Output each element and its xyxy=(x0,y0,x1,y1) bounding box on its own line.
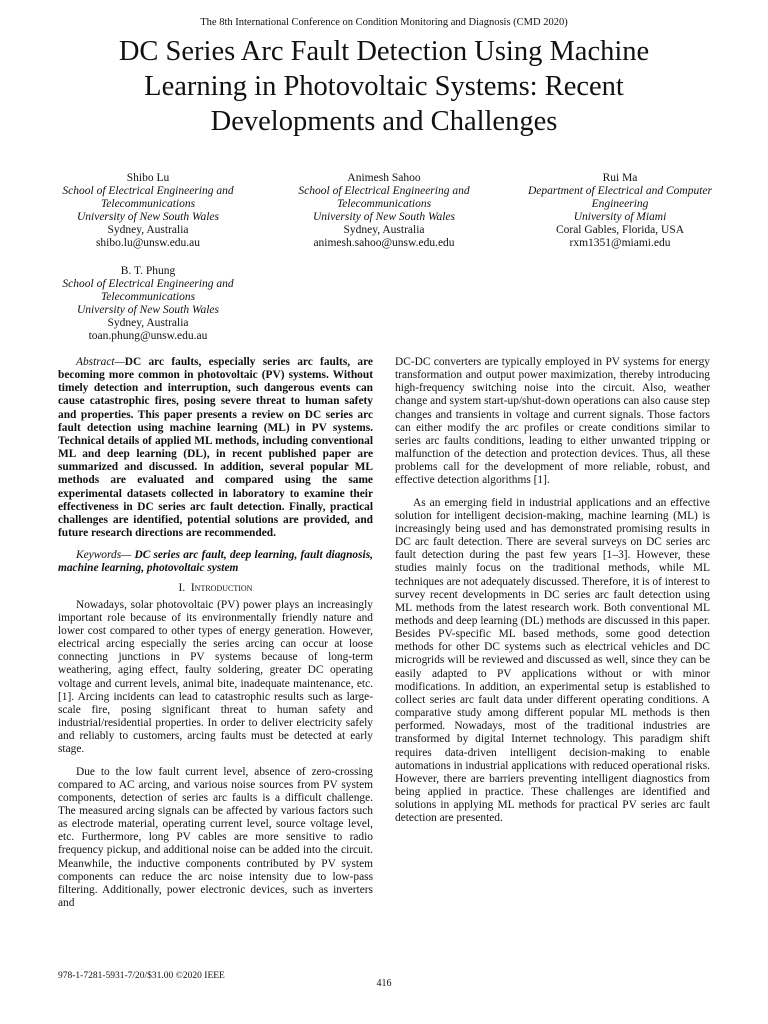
section-heading xyxy=(58,582,373,595)
author-location: Sydney, Australia xyxy=(107,224,189,236)
page-number: 416 xyxy=(376,978,392,989)
author-email: shibo.lu@unsw.edu.au xyxy=(95,237,201,249)
author-university: University of New South Wales xyxy=(76,211,220,223)
keywords-label: Keywords— xyxy=(76,549,132,562)
author-name: Animesh Sahoo xyxy=(347,172,421,184)
author-affiliation: School of Electrical Engineering and xyxy=(298,185,470,197)
author-affiliation: School of Electrical Engineering and xyxy=(62,278,234,290)
author-affiliation: School of Electrical Engineering and xyxy=(62,185,234,197)
author-location: Sydney, Australia xyxy=(343,224,425,236)
author-university: University of New South Wales xyxy=(76,304,220,316)
abstract xyxy=(58,356,373,540)
author-affiliation: Telecommunications xyxy=(100,291,196,303)
author-block xyxy=(48,265,248,343)
author-affiliation: Engineering xyxy=(591,198,649,210)
title-line: DC Series Arc Fault Detection Using Machine xyxy=(118,36,650,67)
paragraph: As an emerging field in industrial applications and an effective solution for intelligent decision-making, machine learning (ML) is increasingly being used and has demonstrated promising results in DC arc fault detection. There are several surveys on DC series arc fault detection during the past few years [1–3]. However, these studies mainly focus on the traditional methods, while ML techniques are not adequately discussed. Therefore, it is of interest to survey recent developments in DC series arc fault detection using ML methods from the latest research work. Both conventional ML methods and deep learning (DL) methods are discussed in this paper. Besides PV-specific ML based methods, some good detection methods for other DC systems such as electrical vehicles and DC microgrids will be reviewed and discussed as well, since they can be easily adapted to PV applications without or with minor modifications. In addition, an experimental setup is established to collect series arc fault data under different operating conditions. A comparative study among different popular ML methods is then performed. Nowadays, most of the traditional industries are transformed by digital Internet technology. This paradigm shift requires data-driven intelligent decision-making to enable automations in industrial applications with reduced operational risks. However, there are barriers preventing intelligent diagnostics from being applied in practice. These challenges are identified and solutions in applying ML methods for practical PV series arc fault detection are presented. xyxy=(395,496,710,825)
title-line: Learning in Photovoltaic Systems: Recent xyxy=(144,71,624,102)
abstract-text: DC arc faults, especially series arc faults, are becoming more common in photovoltaic (PV) systems. Without timely detection and interruption, such dangerous events can cause catastrophic fires, posing severe threat to human safety and properties. This paper presents a review on DC series arc fault detection using machine learning (ML) in PV systems. Technical details of applied ML methods, including conventional ML and deep learning (DL), in recent published paper are summarized and discussed. In addition, several popular ML methods are evaluated and compared using the same experimental datasets collected in laboratory to examine their effectiveness in DC series arc fault detection. Finally, practical challenges are identified, potential solutions are provided, and future research directions are recommended. xyxy=(58,356,373,540)
author-name: B. T. Phung xyxy=(120,265,176,277)
author-email: toan.phung@unsw.edu.au xyxy=(88,330,208,342)
conference-header: The 8th International Conference on Condition Monitoring and Diagnosis (CMD 2020) xyxy=(200,17,568,28)
copyright-footer: 978-1-7281-5931-7/20/$31.00 ©2020 IEEE xyxy=(58,971,225,981)
paragraph: DC-DC converters are typically employed in PV systems for energy transformation and output power maximization, thereby introducing high-frequency switching noise into the circuit. Also, weather change and system start-up/shut-down operations can also cause step changes and transients in voltage and current signals. Those factors can either modify the arc profiles or create conditions similar to series arc faults conditions, leading to either unwanted tripping or malfunction of the detection and protection devices. Thus, all these problems call for the development of more reliable, robust, and effective detection algorithms [1]. xyxy=(395,356,710,487)
author-affiliation: Telecommunications xyxy=(336,198,432,210)
author-name: Rui Ma xyxy=(602,172,638,184)
section-number: I. xyxy=(178,581,186,594)
abstract-label: Abstract xyxy=(76,356,115,368)
abstract-dash: — xyxy=(114,356,125,368)
author-block xyxy=(48,172,248,250)
author-affiliation: Telecommunications xyxy=(100,198,196,210)
paragraph: Nowadays, solar photovoltaic (PV) power plays an increasingly important role because of its environmentally friendly nature and lower cost compared to other types of energy generation. However, electrical arcing especially the series arcing can occur at loose connecting junctions in PV systems because of long-term weathering, aging effect, faulty soldering, greater DC operating voltage and current levels, animal bite, inadequate maintenance, etc. [1]. Arcing incidents can lead to catastrophic results such as large-scale fire, posing significant threat to human safety and industrial/residential properties. In order to deliver electricity safely and reliably to customers, arcing faults must be detected at early stage. xyxy=(58,598,373,756)
paper-title xyxy=(40,34,728,139)
author-block xyxy=(284,172,484,250)
author-name: Shibo Lu xyxy=(126,172,170,184)
author-block xyxy=(515,172,725,250)
author-university: University of Miami xyxy=(573,211,667,223)
left-column xyxy=(58,356,373,910)
keywords xyxy=(58,549,373,575)
right-column xyxy=(395,356,710,825)
author-location: Coral Gables, Florida, USA xyxy=(555,224,685,236)
section-title: Introduction xyxy=(190,581,253,594)
author-location: Sydney, Australia xyxy=(107,317,189,329)
author-email: animesh.sahoo@unsw.edu.edu xyxy=(313,237,455,249)
author-affiliation: Department of Electrical and Computer xyxy=(528,185,712,197)
keywords-text: DC series arc fault, deep learning, fault diagnosis, machine learning, photovoltaic system xyxy=(58,549,373,575)
title-line: Developments and Challenges xyxy=(210,106,558,137)
paragraph: Due to the low fault current level, absence of zero-crossing compared to AC arcing, and various noise sources from PV system components, detection of series arc faults is a difficult challenge. The measured arcing signals can be affected by various factors such as electrode material, operating current level, source voltage level, etc. Furthermore, long PV cables are more sensitive to radio frequency pickup, and additional noise can be added into the circuit. Meanwhile, the inductive components contributed by PV system components can reduce the arc noise intensity due to low-pass filtering. Additionally, power electronic devices, such as inverters and xyxy=(58,765,373,910)
author-email: rxm1351@miami.edu xyxy=(569,237,671,249)
author-university: University of New South Wales xyxy=(312,211,456,223)
